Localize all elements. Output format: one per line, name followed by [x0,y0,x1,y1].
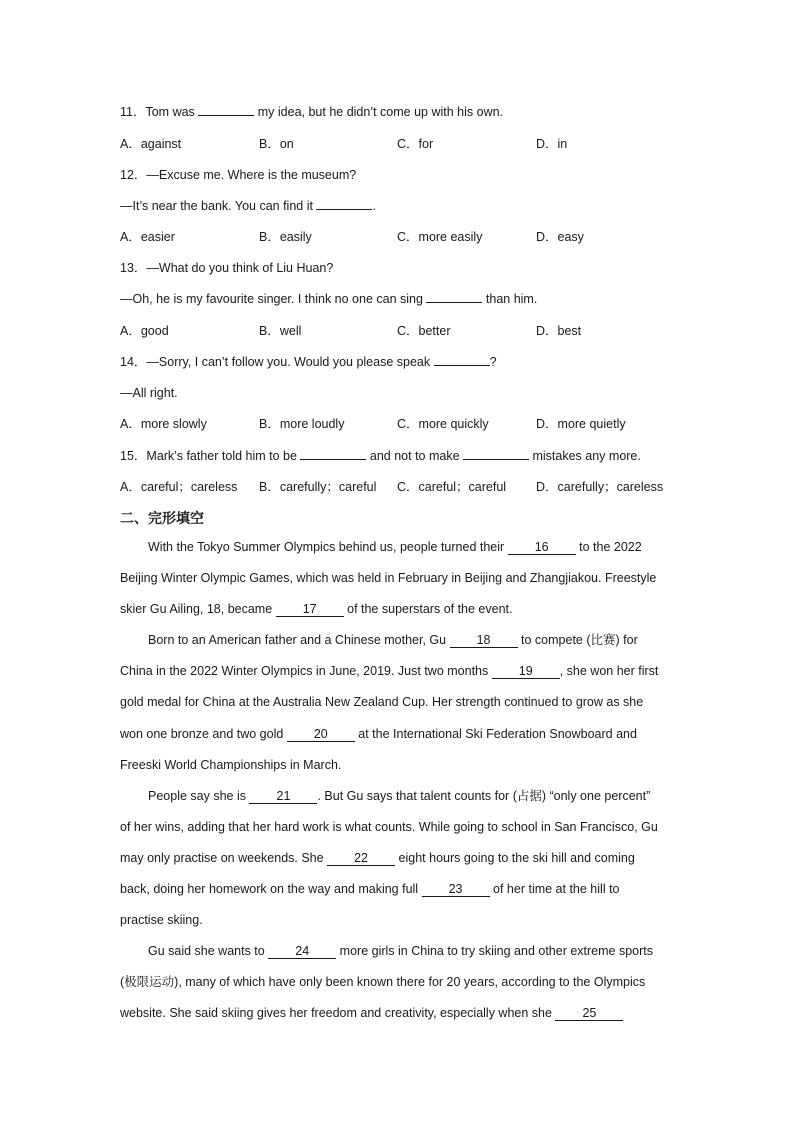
question-text: —It’s near the bank. You can find it . [120,199,376,213]
passage-text: of her time at the hill to [489,882,620,897]
passage-text: Beijing Winter Olympic Games, which was held in February in Beijing and Zhangjiakou. Freestyle [120,571,657,586]
option-d: D．best [536,324,582,338]
option-c: C．better [397,324,451,338]
passage-line [120,998,676,1029]
option-b: B．easily [259,230,312,244]
cloze-blank: 22 [327,851,395,866]
passage-line [120,843,676,874]
cloze-passage [120,532,676,1030]
passage-text: gold medal for China at the Australia New Zealand Cup. Her strength continued to grow as she [120,695,644,710]
passage-text: more girls in China to try skiing and other extreme sports [336,944,653,959]
passage-text: of her wins, adding that her hard work is what counts. While going to school in San Francisco, Gu [120,819,658,834]
question-text: 12．—Excuse me. Where is the museum? [120,168,357,182]
question-text: 13．—What do you think of Liu Huan? [120,261,334,275]
passage-line [120,874,676,905]
passage-line [120,719,676,750]
passage-text: won one bronze and two gold [120,726,287,741]
passage-line [120,532,676,563]
option-a: A．careful；careless [120,480,238,494]
passage-text: . But Gu says that talent counts for (占据) “only one percent” [317,788,651,803]
passage-line [120,594,676,625]
question-text: 15．Mark’s father told him to be and not to make mistakes any more. [120,449,641,463]
passage-line [120,781,676,812]
passage-text: skier Gu Ailing, 18, became [120,602,276,617]
cloze-blank: 17 [276,602,344,617]
passage-line [120,750,676,781]
passage-line [120,967,676,998]
cloze-blank: 18 [450,633,518,648]
option-d: D．in [536,137,568,151]
passage-text: eight hours going to the ski hill and coming [395,850,635,865]
option-a: A．good [120,324,169,338]
passage-text: practise skiing. [120,913,203,928]
question-text: 11．Tom was my idea, but he didn’t come up with his own. [120,105,504,119]
passage-text: back, doing her homework on the way and making full [120,882,422,897]
option-a: A．easier [120,230,175,244]
passage-text: may only practise on weekends. She [120,850,328,865]
option-d: D．carefully；careless [536,480,664,494]
question-text: —All right. [120,386,178,400]
cloze-blank: 24 [268,944,336,959]
passage-text: Born to an American father and a Chinese mother, Gu [148,633,450,648]
section-title: 二、完形填空 [120,510,204,526]
cloze-blank: 16 [508,540,576,555]
passage-text: Freeski World Championships in March. [120,757,342,772]
option-b: B．well [259,324,302,338]
passage-line [120,563,676,594]
passage-text: at the International Ski Federation Snowboard and [354,726,637,741]
option-b: B．more loudly [259,417,345,431]
passage-text: to the 2022 [575,540,642,554]
passage-line [120,812,676,843]
cloze-blank: 21 [249,789,317,804]
passage-text: People say she is [148,788,250,803]
cloze-blank: 19 [492,664,560,679]
passage-line [120,656,676,687]
option-c: C．more easily [397,230,483,244]
passage-text: With the Tokyo Summer Olympics behind us, people turned their [148,540,508,554]
option-b: B．carefully；careful [259,480,377,494]
option-a: A．more slowly [120,417,207,431]
passage-line [120,687,676,718]
option-d: D．more quietly [536,417,626,431]
option-d: D．easy [536,230,584,244]
option-c: C．more quickly [397,417,489,431]
passage-text: (极限运动), many of which have only been known there for 20 years, according to the Olympics [120,975,646,990]
passage-text: to compete (比赛) for [517,633,638,648]
passage-text: website. She said skiing gives her freedom and creativity, especially when she [120,1006,556,1021]
option-a: A．against [120,137,182,151]
passage-line [120,936,676,967]
cloze-blank: 25 [555,1006,623,1021]
passage-text: China in the 2022 Winter Olympics in June, 2019. Just two months [120,664,492,679]
passage-text: , she won her first [559,664,659,679]
option-c: C．careful；careful [397,480,507,494]
cloze-blank: 23 [422,882,490,897]
option-c: C．for [397,137,434,151]
passage-text: of the superstars of the event. [343,602,513,617]
question-text: 14．—Sorry, I can’t follow you. Would you please speak ? [120,355,497,369]
option-b: B．on [259,137,294,151]
question-text: —Oh, he is my favourite singer. I think no one can sing than him. [120,292,538,306]
passage-line [120,625,676,656]
cloze-blank: 20 [287,727,355,742]
passage-text: Gu said she wants to [148,944,269,959]
passage-line [120,905,676,936]
